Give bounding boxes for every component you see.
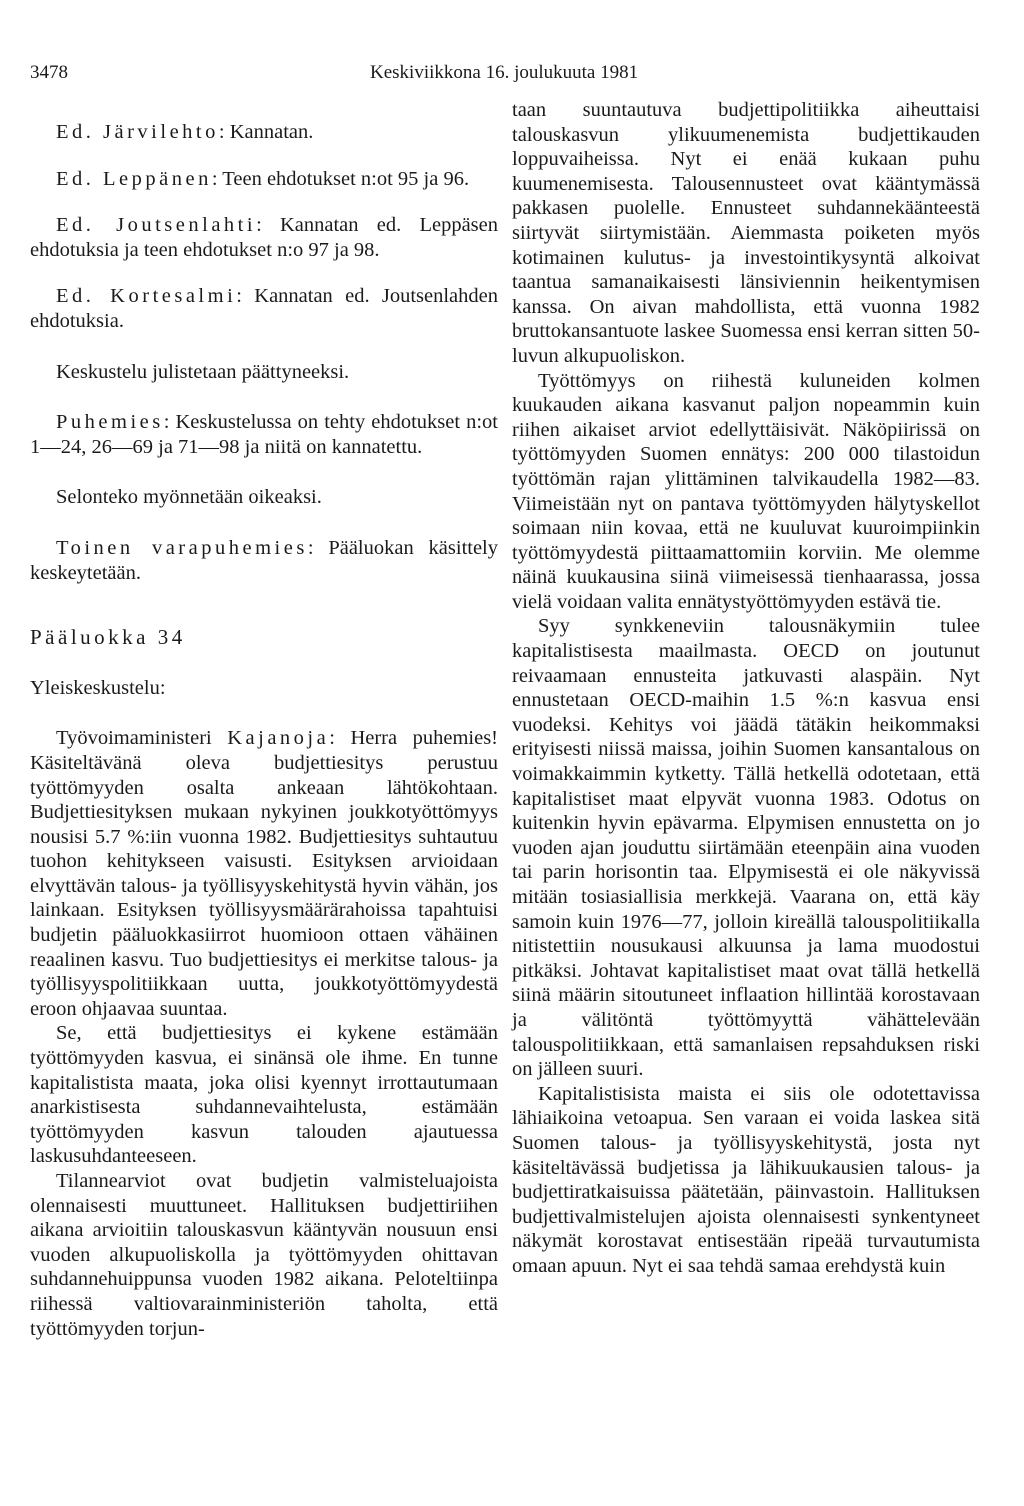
- speaker-name: Ed. Leppänen: [56, 167, 212, 190]
- paragraph: Työttömyys on riihestä kuluneiden kolmen kuukauden aikana kasvanut paljon nopeammin kuin riihen aikaiset arviot edellyttäisivät. Näköpiirissä on työttömyyden Suomen ennätys: 200 000 tilastoidun työttömän rajan ylittäminen talvikaudella 1982—83. Viimeistään nyt on pantava työttömyyden hälytyskellot soimaan niin kovaa, että ne kuuluvat kuuroimpiinkin työttömyydestä piittaamattomiin korviin. Me olemme näinä kuukausina siinä viimeisessä tienhaarassa, jossa vielä voidaan valita ennätystyöttömyyden estävä tie.: [512, 369, 980, 613]
- right-column: [512, 98, 980, 1279]
- paragraph: [30, 284, 498, 333]
- paragraph: Se, että budjettiesitys ei kykene estämään työttömyyden kasvua, ei sinänsä ole ihme. En tunne kapitalistista maata, joka olisi kyennyt irrottautumaan anarkistisesta suhdannevaihtelusta, estämään työttömyyden kasvun talouden ajautuessa laskusuhdanteeseen.: [30, 1022, 498, 1168]
- speech-text: : Teen ehdotukset n:ot 95 ja 96.: [211, 167, 470, 190]
- paragraph: [30, 536, 498, 585]
- speaker-name: Ed. Järvilehto: [56, 121, 219, 143]
- speaker-name: Ed. Joutsenlahti: [56, 214, 257, 237]
- speaker-title: Työvoimaministeri: [56, 727, 228, 750]
- running-title: Keskiviikkona 16. joulukuuta 1981: [370, 62, 639, 83]
- paragraph: Tilannearviot ovat budjetin valmisteluajoista olennaisesti muuttuneet. Hallituksen budjettiriihen aikana arvioitiin talouskasvun kääntyvän nousuun ensi vuoden alkupuoliskolla ja työttömyyden ohittavan suhdannehuippunsa vuoden 1982 aikana. Peloteltiinpa riihessä valtiovarainministeriön taholta, että työttömyyden torjun-: [30, 1170, 498, 1340]
- paragraph: Keskustelu julistetaan päättyneeksi.: [56, 360, 350, 383]
- section-heading: Pääluokka 34: [30, 625, 186, 650]
- page-number: 3478: [30, 62, 68, 83]
- speech-text: : Kannatan.: [218, 121, 314, 143]
- speech-text: : Herra puhemies! Käsiteltävänä oleva budjettiesitys perustuu työttömyyden osalta ankeaan lähtökohtaan. Budjettiesityksen mukaan nykyinen joukkotyöttömyys nousisi 5.7 %:iin vuonna 1982. Budjettiesitys suhtautuu tuohon kehitykseen vaisusti. Esityksen arvioidaan elvyttävän talous- ja työllisyyskehitystä hyvin vähän, jos lainkaan. Esityksen työllisyysmäärärahoissa tapahtuisi budjetin pääluokkasiirrot huomioon ottaen vähäinen reaalinen kasvu. Tuo budjettiesitys ei merkitse talous- ja työllisyyspolitiikkaan uutta, joukkotyöttömyydestä eroon ohjaavaa suuntaa.: [30, 727, 498, 1020]
- paragraph: [30, 410, 498, 459]
- speech-text: : Kannatan ed. Leppäsen ehdotuksia ja teen ehdotukset n:o 97 ja 98.: [30, 214, 498, 261]
- speaker-name: Puhemies: [56, 411, 164, 434]
- speech-text: : Keskustelussa on tehty ehdotukset n:ot 1—24, 26—69 ja 71—98 ja niitä on kannatettu.: [30, 411, 498, 458]
- paragraph: Syy synkkeneviin talousnäkymiin tulee kapitalistisesta maailmasta. OECD on joutunut reivaamaan ennusteita jatkuvasti alaspäin. Nyt ennustetaan OECD-maihin 1.5 %:n kasvua ensi vuodeksi. Kehitys voi jäädä tätäkin heikommaksi erityisesti niissä maissa, joihin Suomen kansantalous on voimakkaimmin kytketty. Tällä hetkellä odotetaan, että kapitalistiset maat elpyvät vuonna 1983. Odotus on kuitenkin hyvin epävarma. Elpymisen ennustetta on jo vuoden ajan jouduttu siirtämään eteenpäin aina vuoden tai parin horisontin taa. Elpymisestä ei ole näkyvissä mitään tosiasiallisia merkkejä. Vaarana on, että käy samoin kuin 1976—77, jolloin kireällä talouspolitiikalla nitistettiin nousukausi alkuunsa ja lama muodostui pitkäksi. Johtavat kapitalistiset maat ovat tällä hetkellä siinä määrin sitoutuneet inflaation hillintää korostavaan ja välitöntä työttömyyttä vähättelevään talouspolitiikkaan, että samanlaisen repsahduksen riski on jälleen suuri.: [512, 615, 980, 1081]
- page-header: [30, 62, 975, 92]
- paragraph: Selonteko myönnetään oikeaksi.: [56, 486, 322, 509]
- left-column: [30, 120, 498, 1341]
- speech-text: : Kannatan ed. Joutsenlahden ehdotuksia.: [30, 285, 498, 332]
- paragraph: [30, 213, 498, 262]
- speaker-name: Kajanoja: [227, 727, 330, 750]
- speech-text: : Pääluokan käsittely keskeytetään.: [30, 536, 499, 584]
- paragraph: [30, 167, 498, 192]
- paragraph: taan suuntautuva budjettipolitiikka aiheuttaisi talouskasvun ylikuumenemista budjettikauden loppuvaiheissa. Nyt ei enää kukaan puhu kuumenemisesta. Talousennusteet ovat kääntymässä pakkasen puolelle. Ennusteet suhdannekäänteestä siirtyvät siirtymistään. Aiemmasta poiketen myös kotimainen kulutus- ja investointikysyntä alkoivat taantua samanaikaisesti länsiviennin heikentymisen kanssa. On aivan mahdollista, että vuonna 1982 bruttokansantuote laskee Suomessa ensi kerran sitten 50-luvun alkupuoliskon.: [512, 99, 980, 367]
- paragraph: [30, 726, 498, 1021]
- paragraph: [30, 120, 498, 145]
- subheading: Yleiskeskustelu:: [30, 676, 166, 699]
- speaker-name: Toinen varapuhemies: [56, 536, 308, 559]
- speaker-name: Ed. Kortesalmi: [56, 285, 237, 308]
- paragraph: Kapitalistisista maista ei siis ole odotettavissa lähiaikoina vetoapua. Sen varaan ei voida laskea sitä Suomen talous- ja työllisyyskehitystä, josta nyt käsiteltävässä budjetissa ja lähikuukausien talous- ja budjettiratkaisuissa päätetään, päinvastoin. Hallituksen budjettivalmistelujen ajoista olennaisesti synkentyneet näkymät korostavat entisestään ripeää turvautumista omaan apuun. Nyt ei saa tehdä samaa erehdystä kuin: [512, 1082, 980, 1277]
